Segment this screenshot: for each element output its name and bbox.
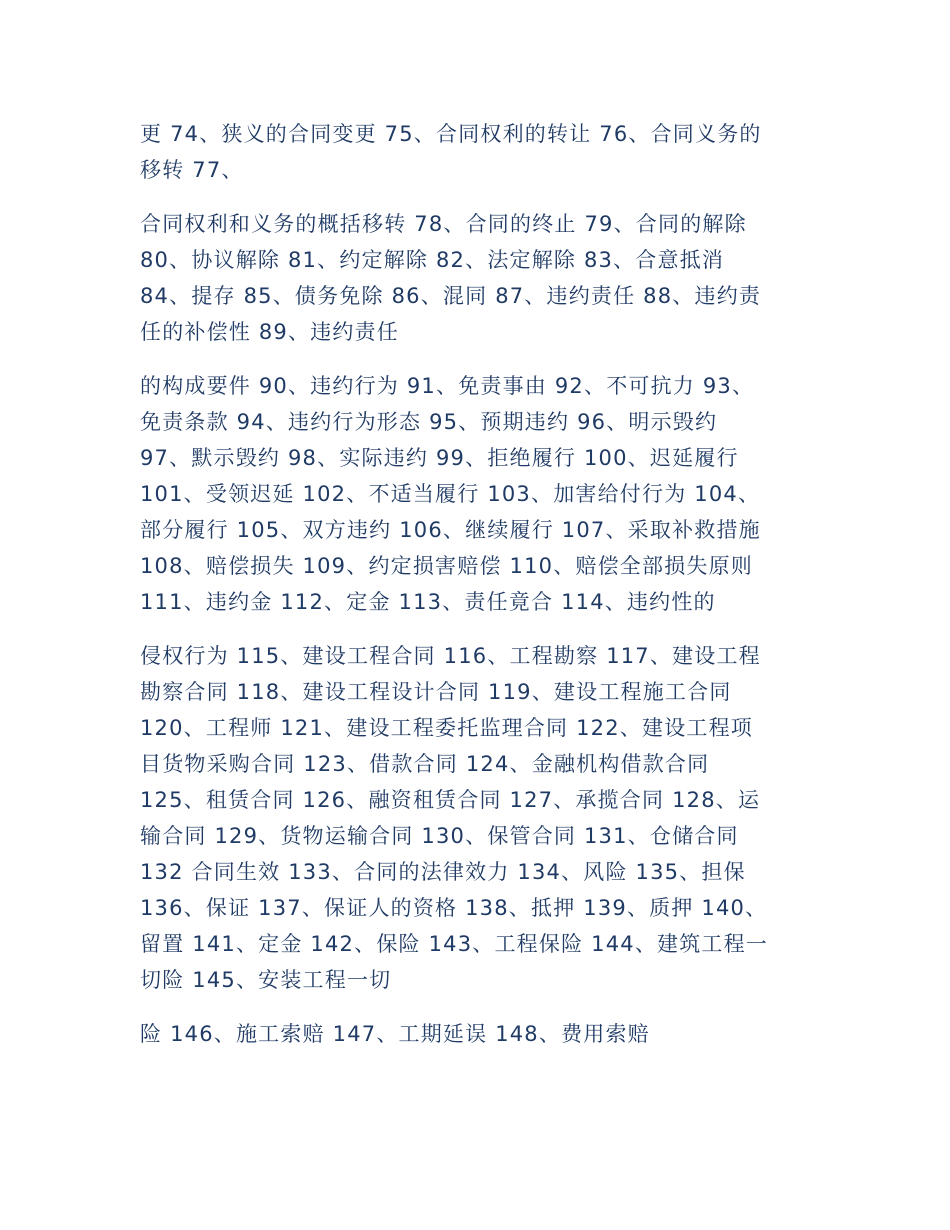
paragraph-5 xyxy=(140,1016,812,1052)
text-line: 留置 141、定金 142、保险 143、工程保险 144、建筑工程一 xyxy=(140,932,769,956)
text-line: 84、提存 85、债务免除 86、混同 87、违约责任 88、违约责 xyxy=(140,284,762,308)
text-line: 免责条款 94、违约行为形态 95、预期违约 96、明示毁约 xyxy=(140,410,718,434)
text-line: 的构成要件 90、违约行为 91、免责事由 92、不可抗力 93、 xyxy=(140,374,755,398)
paragraph-4 xyxy=(140,638,812,998)
paragraph-1 xyxy=(140,116,812,188)
text-line: 合同权利和义务的概括移转 78、合同的终止 79、合同的解除 xyxy=(140,212,747,236)
text-line: 部分履行 105、双方违约 106、继续履行 107、采取补救措施 xyxy=(140,518,761,542)
text-line: 120、工程师 121、建设工程委托监理合同 122、建设工程项 xyxy=(140,716,753,740)
paragraph-2 xyxy=(140,206,812,350)
text-line: 输合同 129、货物运输合同 130、保管合同 131、仓储合同 xyxy=(140,824,739,848)
text-line: 侵权行为 115、建设工程合同 116、工程勘察 117、建设工程 xyxy=(140,644,761,668)
text-line: 移转 77、 xyxy=(140,158,244,182)
text-line: 101、受领迟延 102、不适当履行 103、加害给付行为 104、 xyxy=(140,482,761,506)
text-line: 险 146、施工索赔 147、工期延误 148、费用索赔 xyxy=(140,1022,650,1046)
paragraph-3 xyxy=(140,368,812,620)
text-line: 132 合同生效 133、合同的法律效力 134、风险 135、担保 xyxy=(140,860,746,884)
text-line: 136、保证 137、保证人的资格 138、抵押 139、质押 140、 xyxy=(140,896,768,920)
text-line: 80、协议解除 81、约定解除 82、法定解除 83、合意抵消 xyxy=(140,248,725,272)
text-line: 勘察合同 118、建设工程设计合同 119、建设工程施工合同 xyxy=(140,680,732,704)
text-line: 目货物采购合同 123、借款合同 124、金融机构借款合同 xyxy=(140,752,710,776)
text-line: 125、租赁合同 126、融资租赁合同 127、承揽合同 128、运 xyxy=(140,788,761,812)
text-line: 切险 145、安装工程一切 xyxy=(140,968,392,992)
text-line: 108、赔偿损失 109、约定损害赔偿 110、赔偿全部损失原则 xyxy=(140,554,753,578)
document-body xyxy=(140,116,812,1070)
text-line: 111、违约金 112、定金 113、责任竟合 114、违约性的 xyxy=(140,590,716,614)
text-line: 97、默示毁约 98、实际违约 99、拒绝履行 100、迟延履行 xyxy=(140,446,739,470)
text-line: 任的补偿性 89、违约责任 xyxy=(140,320,399,344)
text-line: 更 74、狭义的合同变更 75、合同权利的转让 76、合同义务的 xyxy=(140,122,762,146)
